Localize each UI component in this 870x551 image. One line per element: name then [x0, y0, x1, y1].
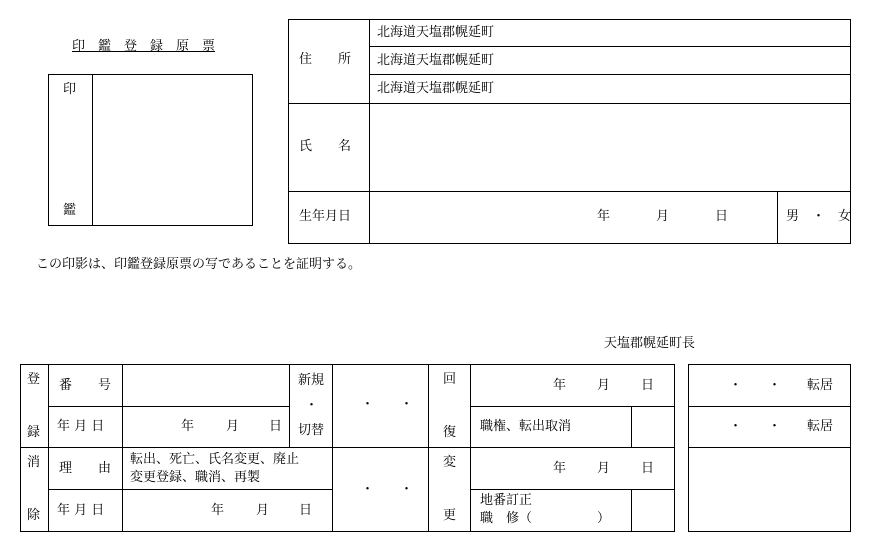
name-label: 氏 名	[299, 139, 352, 154]
records-col-1	[48, 364, 49, 532]
records-col-6a	[631, 406, 632, 447]
records-col-3a	[289, 364, 290, 447]
new-label: 新規	[298, 373, 325, 388]
registration-label-top: 登	[27, 372, 41, 387]
address-label: 住 所	[299, 52, 352, 67]
cancel-month-mark: 月	[256, 503, 270, 518]
birth-date-label: 生年月日	[299, 209, 352, 224]
gender-column-divider	[777, 191, 778, 244]
transfer-row-2	[688, 447, 851, 448]
records-table	[20, 364, 675, 532]
address-line-separator-1	[369, 46, 851, 47]
birth-day-mark: 日	[715, 209, 729, 224]
change-note-line-1: 地番訂正	[480, 493, 533, 508]
cancel-date-label: 年 月 日	[57, 503, 105, 518]
cancel-dots: ・ ・	[361, 482, 414, 497]
registration-year-mark: 年	[181, 419, 195, 434]
records-col-3b	[332, 364, 333, 532]
restore-label-top: 回	[443, 372, 457, 387]
change-year-mark: 年	[553, 461, 567, 476]
birth-month-mark: 月	[656, 209, 670, 224]
mayor-signature: 天塩郡幌延町長	[604, 336, 696, 351]
reason-text-line-1: 転出、死亡、氏名変更、廃止	[130, 452, 300, 467]
registration-month-mark: 月	[226, 419, 240, 434]
records-col-2	[122, 364, 123, 532]
birth-year-mark: 年	[597, 209, 611, 224]
restore-year-mark: 年	[553, 378, 567, 393]
restore-day-mark: 日	[641, 378, 655, 393]
address-line-1: 北海道天塩郡幌延町	[377, 25, 495, 40]
certification-statement: この印影は、印鑑登録原票の写であることを証明する。	[36, 257, 362, 272]
records-col-4	[428, 364, 429, 532]
transfer-entry-2: ・ ・ 転居	[729, 419, 834, 434]
seal-label-top: 印	[63, 82, 77, 97]
cancel-label-top: 消	[27, 455, 41, 470]
address-line-separator-2	[369, 74, 851, 75]
registration-day-mark: 日	[269, 419, 283, 434]
records-col-6b	[631, 489, 632, 532]
restore-label-bottom: 復	[443, 425, 457, 440]
form-title: 印 鑑 登 録 原 票	[72, 39, 216, 54]
address-line-2: 北海道天塩郡幌延町	[377, 53, 495, 68]
records-row-1-right	[470, 406, 675, 407]
cancel-label-bottom: 除	[27, 508, 41, 523]
reason-text-line-2: 変更登録、職消、再製	[130, 470, 261, 485]
seal-label-bottom: 鑑	[63, 203, 77, 218]
records-col-5	[470, 364, 471, 532]
address-line-3: 北海道天塩郡幌延町	[377, 81, 495, 96]
gender-options: 男 ・ 女	[786, 209, 852, 224]
number-label: 番 号	[59, 378, 112, 393]
seal-impression-area	[93, 75, 252, 225]
new-switch-dot: ・	[305, 398, 319, 413]
records-row-1	[48, 406, 289, 407]
change-note-line-2: 職 修（ ）	[480, 511, 611, 526]
reason-label: 理 由	[59, 461, 112, 476]
cancel-year-mark: 年	[211, 503, 225, 518]
restore-month-mark: 月	[597, 378, 611, 393]
name-row-bottom	[288, 191, 851, 192]
records-row-mid	[20, 447, 675, 448]
registration-date-label: 年 月 日	[57, 419, 105, 434]
records-row-3-right	[470, 489, 675, 490]
change-day-mark: 日	[641, 461, 655, 476]
records-row-3	[48, 489, 332, 490]
change-label-top: 変	[443, 455, 457, 470]
cancel-day-mark: 日	[299, 503, 313, 518]
registration-dots: ・ ・	[361, 397, 414, 412]
transfer-row-1	[688, 406, 851, 407]
change-label-bottom: 更	[443, 508, 457, 523]
change-month-mark: 月	[597, 461, 611, 476]
name-field	[370, 104, 850, 190]
restore-note: 職権、転出取消	[480, 419, 572, 434]
switch-label: 切替	[298, 423, 325, 438]
registration-label-bottom: 録	[27, 425, 41, 440]
transfer-entry-1: ・ ・ 転居	[729, 378, 834, 393]
